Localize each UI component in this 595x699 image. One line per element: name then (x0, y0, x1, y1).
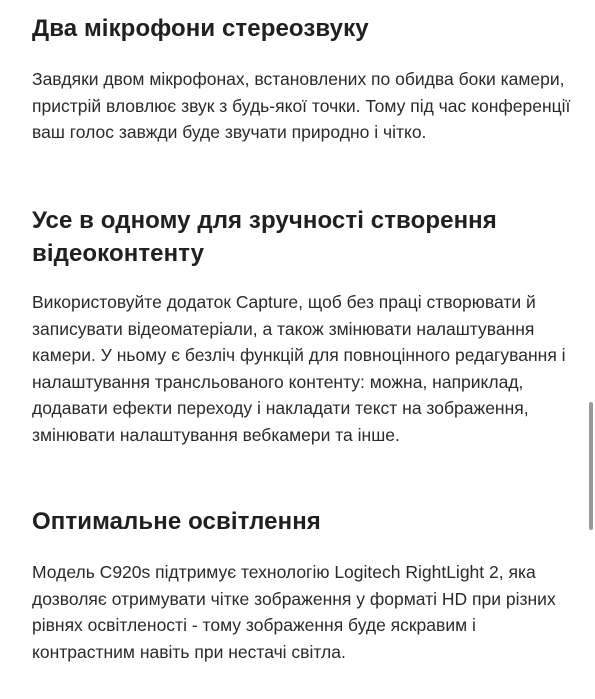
scrollbar-thumb[interactable] (589, 402, 593, 530)
section-text-stereo-microphones: Завдяки двом мікрофонах, встановлених по обидва боки камери, пристрій вловлює звук з будь-якої точки. Тому під час конференції ваш голос завжди буде звучати природно і чітко. (32, 69, 571, 142)
section-text-video-content: Використовуйте додаток Capture, щоб без праці створювати й записувати відеоматеріали, а також змінювати налаштування камери. У ньому є безліч функцій для повноцінного редагування і налаштування трансльованого контенту: можна, наприклад, додавати ефекти переходу і накладати текст на зображення, змінювати налаштування вебкамери та інше. (32, 292, 566, 445)
section-text-optimal-lighting: Модель C920s підтримує технологію Logitech RightLight 2, яка дозволяє отримувати чітке зображення у форматі HD при різних рівнях освітленості - тому зображення буде яскравим і контрастним навіть при нестачі світла. (32, 562, 556, 662)
section-title-optimal-lighting: Оптимальне освітлення (32, 508, 321, 535)
section-title-video-content: Усе в одному для зручності створення відеоконтенту (32, 207, 497, 267)
scrollbar[interactable] (587, 0, 595, 699)
section-title-stereo-microphones: Два мікрофони стереозвуку (32, 15, 369, 42)
